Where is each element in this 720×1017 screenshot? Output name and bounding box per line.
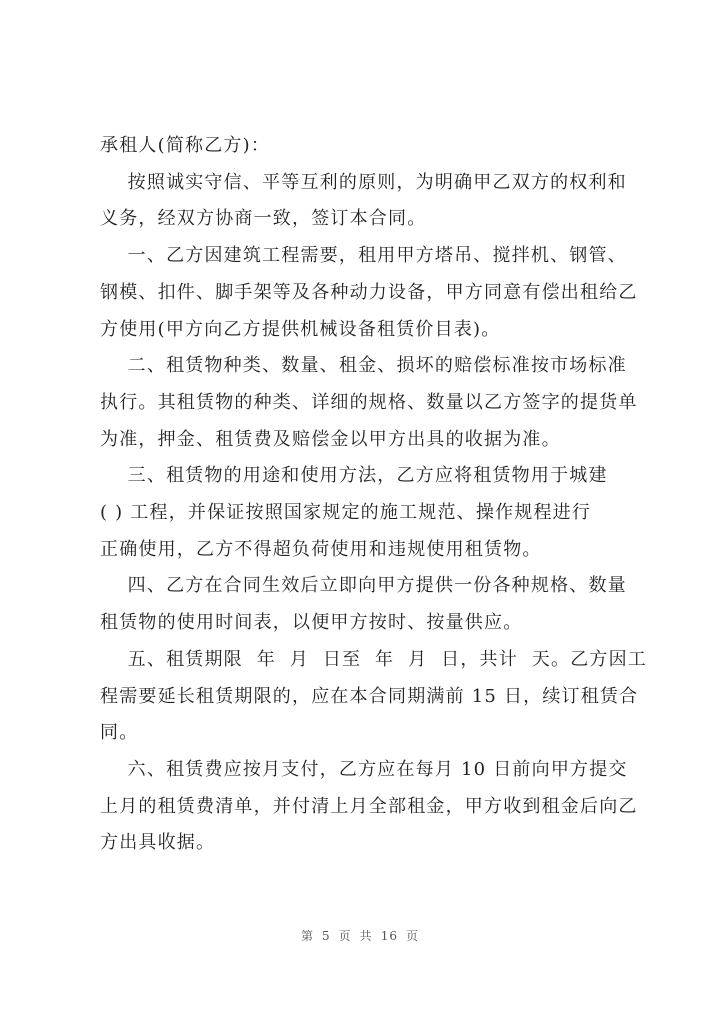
text-line: 一、乙方因建筑工程需要，租用甲方塔吊、搅拌机、钢管、	[100, 245, 627, 267]
text-line: 租赁物的使用时间表，以便甲方按时、按量供应。	[100, 612, 523, 634]
footer-di: 第	[301, 929, 315, 943]
text-line: 上月的租赁费清单，并付清上月全部租金，甲方收到租金后向乙	[100, 795, 638, 817]
text-line: 六、租赁费应按月支付，乙方应在每月 10 日前向甲方提交	[100, 758, 628, 780]
text-line: 方使用(甲方向乙方提供机械设备租赁价目表)。	[100, 318, 501, 340]
text-line: 义务，经双方协商一致，签订本合同。	[100, 208, 427, 230]
page-footer	[0, 927, 720, 944]
text-line: 同。	[100, 722, 139, 744]
text-line: 按照诚实守信、平等互利的原则，为明确甲乙双方的权利和	[100, 171, 627, 193]
text-line: 执行。其租赁物的种类、详细的规格、数量以乙方签字的提货单	[100, 391, 638, 413]
total-pages: 16	[380, 929, 398, 943]
text-line: 程需要延长租赁期限的，应在本合同期满前 15 日，续订租赁合	[100, 685, 639, 707]
contract-body	[100, 128, 647, 862]
page-number: 5	[322, 929, 331, 943]
text-line: 正确使用，乙方不得超负荷使用和违规使用租赁物。	[100, 538, 542, 560]
footer-ye2: 页	[405, 929, 419, 943]
text-line: 四、乙方在合同生效后立即向甲方提供一份各种规格、数量	[100, 575, 627, 597]
text-line: 二、租赁物种类、数量、租金、损坏的赔偿标准按市场标准	[100, 355, 627, 377]
text-line: 承租人(简称乙方)：	[100, 135, 271, 156]
text-line: 方出具收据。	[100, 832, 216, 854]
text-line: 钢模、扣件、脚手架等及各种动力设备，甲方同意有偿出租给乙	[100, 281, 638, 303]
text-line: 三、租赁物的用途和使用方法，乙方应将租赁物用于城建	[100, 465, 608, 487]
footer-gong: 共	[359, 929, 373, 943]
text-line: 为准，押金、租赁费及赔偿金以甲方出具的收据为准。	[100, 428, 561, 450]
footer-ye: 页	[338, 929, 352, 943]
text-line: 五、租赁期限 年 月 日至 年 月 日，共计 天。乙方因工	[100, 648, 647, 670]
text-line: ( ) 工程，并保证按照国家规定的施工规范、操作规程进行	[100, 502, 592, 524]
